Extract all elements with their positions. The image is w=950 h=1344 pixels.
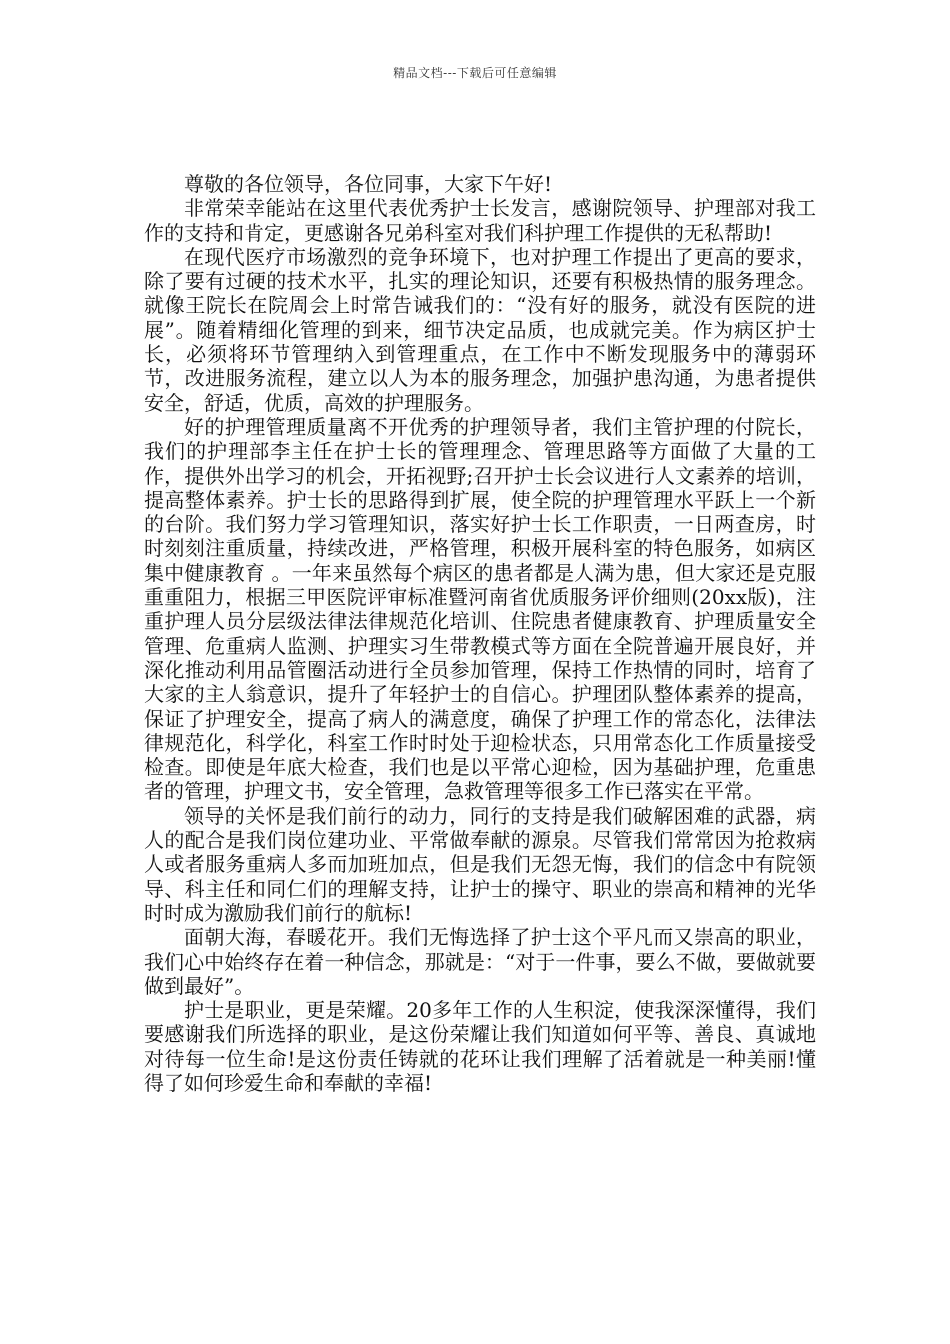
paragraph-greeting: 尊敬的各位领导，各位同事，大家下午好! bbox=[184, 172, 553, 196]
paragraph-management: 好的护理管理质量离不开优秀的护理领导者，我们主管护理的付院长，我们的护理部李主任在护士长的管理理念、管理思路等方面做了大量的工作，提供外出学习的机会，开拓视野;召开护士长会议进行人文素养的培训，提高整体素养。护士长的思路得到扩展，使全院的护理管理水平跃上一个新的台阶。我们努力学习管理知识，落实好护士长工作职责，一日两查房，时时刻刻注重质量，持续改进，严格管理，积极开展科室的特色服务，如病区集中健康教育 。一年来虽然每个病区的患者都是人满为患，但大家还是克服重重阻力，根据三甲医院评审标准暨河南省优质服务评价细则(20xx版)，注重护理人员分层级法律法律规范化培训、住院患者健康教育、护理质量安全管理、危重病人监测、护理实习生带教模式等方面在全院普遍开展良好，并深化推动利用品管圈活动进行全员参加管理，保持工作热情的同时，培育了大家的主人翁意识，提升了年轻护士的自信心。护理团队整体素养的提高，保证了护理安全，提高了病人的满意度，确保了护理工作的常态化，法律法律规范化，科学化，科室工作时时处于迎检状态，只用常态化工作质量接受检查。即使是年底大检查，我们也是以平常心迎检，因为基础护理，危重患者的管理，护理文书，安全管理，急救管理等很多工作已落实在平常。 bbox=[144, 414, 816, 804]
header-watermark: 精品文档---下载后可任意编辑 bbox=[393, 66, 557, 80]
paragraph-thanks: 非常荣幸能站在这里代表优秀护士长发言，感谢院领导、护理部对我工作的支持和肯定，更感谢各兄弟科室对我们科护理工作提供的无私帮助! bbox=[144, 196, 816, 245]
paragraph-leadership-support: 领导的关怀是我们前行的动力，同行的支持是我们破解困难的武器，病人的配合是我们岗位建功业、平常做奉献的源泉。尽管我们常常因为抢救病人或者服务重病人多而加班加点，但是我们无怨无悔，我们的信念中有院领导、科主任和同仁们的理解支持，让护士的操守、职业的崇高和精神的光华时时成为激励我们前行的航标! bbox=[144, 803, 816, 925]
paragraph-service-concept: 在现代医疗市场激烈的竞争环境下，也对护理工作提出了更高的要求，除了要有过硬的技术水平，扎实的理论知识，还要有积极热情的服务理念。就像王院长在院周会上时常告诫我们的：“没有好的服务，就没有医院的进展”。随着精细化管理的到来，细节决定品质，也成就完美。作为病区护士长，必须将环节管理纳入到管理重点，在工作中不断发现服务中的薄弱环节，改进服务流程，建立以人为本的服务理念，加强护患沟通，为患者提供安全，舒适，优质，高效的护理服务。 bbox=[144, 244, 816, 415]
paragraph-honor: 护士是职业，更是荣耀。20多年工作的人生积淀，使我深深懂得，我们要感谢我们所选择的职业，是这份荣耀让我们知道如何平等、善良、真诚地对待每一位生命!是这份责任铸就的花环让我们理解了活着就是一种美丽!懂得了如何珍爱生命和奉献的幸福! bbox=[144, 998, 816, 1095]
document-body bbox=[144, 172, 816, 1095]
paragraph-belief: 面朝大海，春暖花开。我们无悔选择了护士这个平凡而又崇高的职业，我们心中始终存在着一种信念，那就是：“对于一件事，要么不做，要做就要做到最好”。 bbox=[144, 925, 816, 998]
